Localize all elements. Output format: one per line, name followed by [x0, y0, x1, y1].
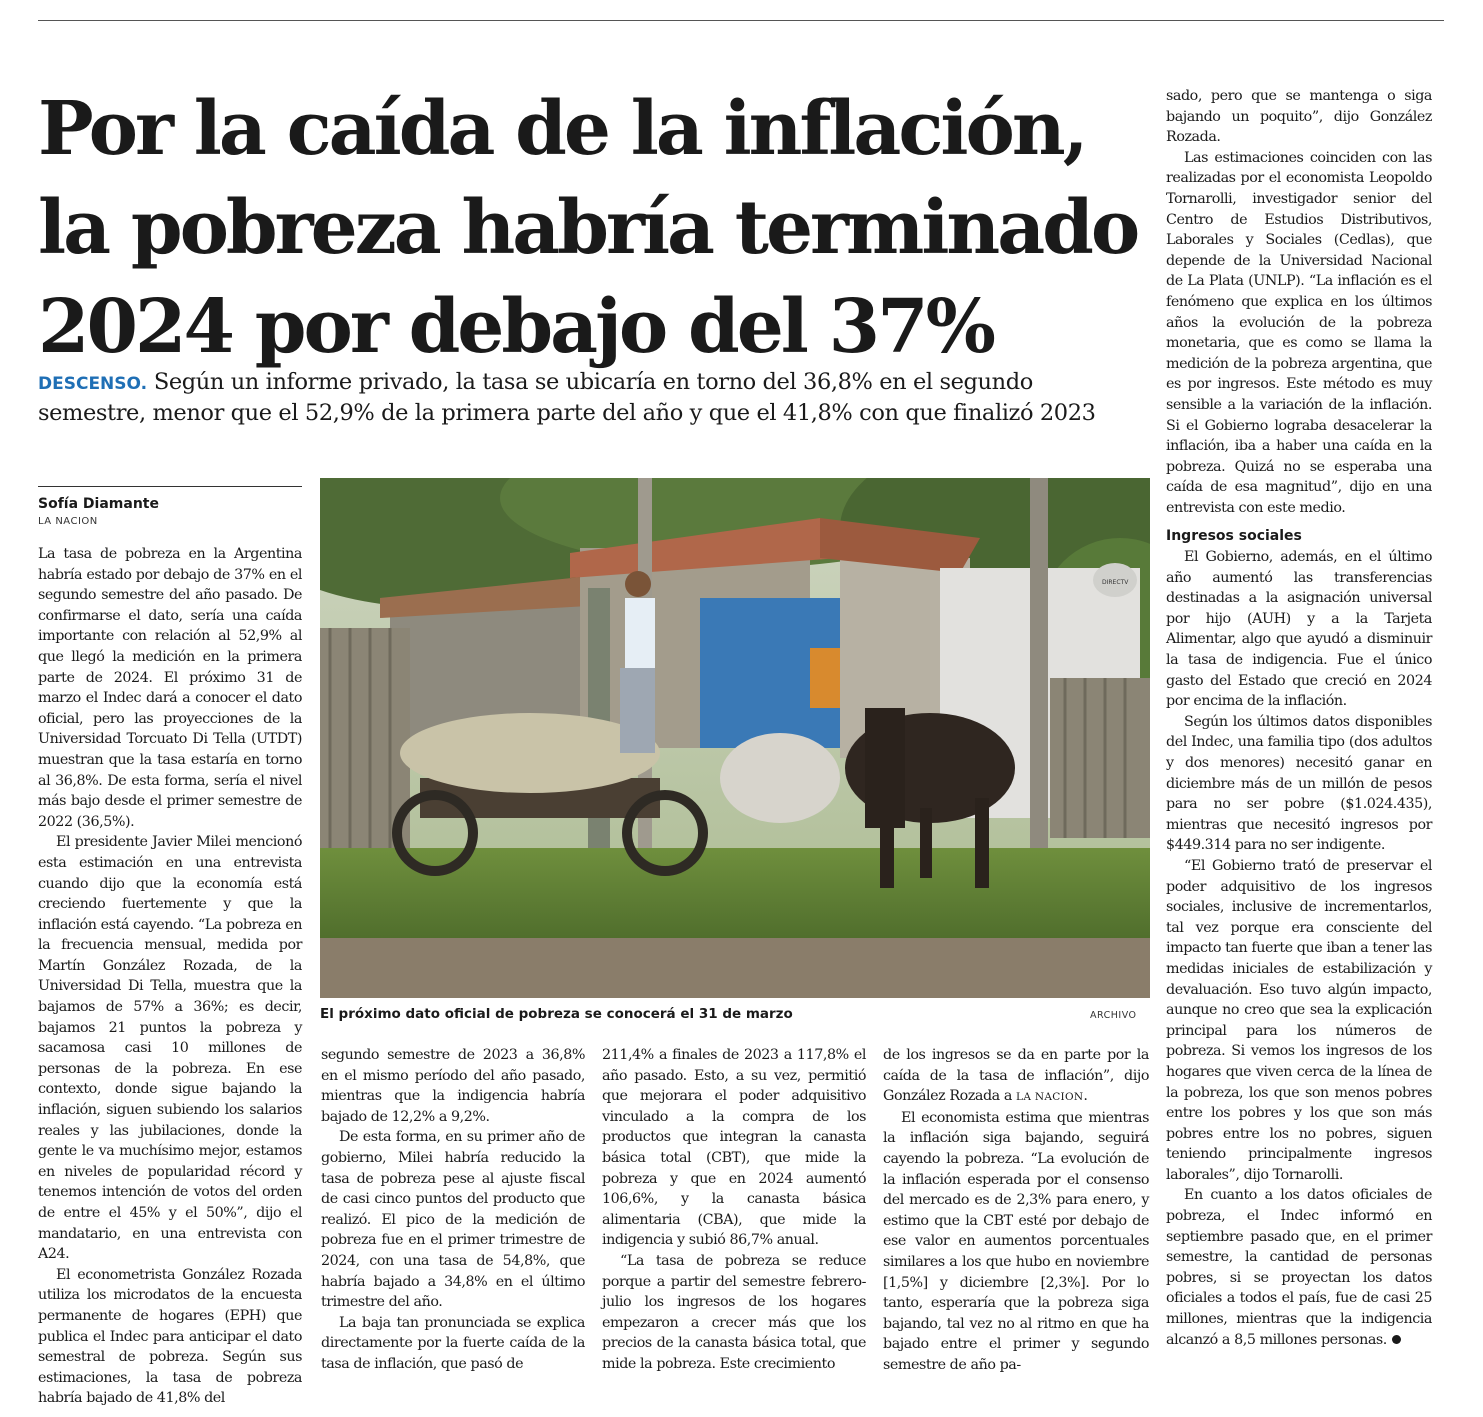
headline-line-3: 2024 por debajo del 37% — [38, 284, 993, 370]
paragraph: De esta forma, en su primer año de gobierno, Milei habría reducido la tasa de pobreza pese al ajuste fiscal de casi cinco puntos del producto que realizó. El pico de la medición de pobreza fue en el primer trimestre de 2024, con una tasa de 54,8%, que habría bajado a 34,8% en el último trimestre del año. — [321, 1129, 585, 1311]
paragraph: La baja tan pronunciada se explica directamente por la fuerte caída de la tasa de inflación, que pasó de — [321, 1314, 585, 1372]
sign-text: DIRECTV — [1102, 579, 1129, 586]
article-column-3 — [602, 1045, 866, 1375]
paragraph: “La tasa de pobreza se reduce porque a partir del semestre febrero-julio los ingresos de los hogares empezaron a crecer más que los precios de la canasta básica total, que mide la pobreza. Este crecimiento — [602, 1252, 866, 1372]
byline-outlet: LA NACION — [38, 516, 98, 527]
outlet-name: LA NACION — [1016, 1091, 1084, 1104]
paragraph: El econometrista González Rozada utiliza los microdatos de la encuesta permanente de hogares (EPH) que publica el Indec para anticipar el dato semestral de pobreza. Según sus estimaciones, la tasa de pobreza habría bajado de 41,8% del — [38, 1266, 302, 1407]
headline-line-2: la pobreza habría terminado — [38, 185, 1138, 271]
paragraph-end: . — [1083, 1088, 1088, 1105]
headline-line-1: Por la caída de la inflación, — [38, 86, 1086, 172]
paragraph: Según los últimos datos disponibles del Indec, una familia tipo (dos adultos y dos menores) necesitó ganar en diciembre más de un millón de pesos para no ser pobre ($1.024.435), mientras que necesitó ingresos por $449.314 para no ser indigente. — [1166, 713, 1432, 854]
photo-caption: El próximo dato oficial de pobreza se conocerá el 31 de marzo — [320, 1006, 793, 1022]
photo-illustration — [320, 478, 1150, 998]
photo-credit: ARCHIVO — [1090, 1010, 1137, 1021]
byline-author: Sofía Diamante — [38, 496, 159, 512]
article-column-2 — [321, 1045, 585, 1375]
article-column-5 — [1166, 86, 1432, 1350]
top-rule — [38, 20, 1444, 21]
paragraph: El presidente Javier Milei mencionó esta estimación en una entrevista cuando dijo que la economía está creciendo fuertemente y que la inflación está cayendo. “La pobreza en la frecuencia mensual, medida por Martín González Rozada, de la Universidad Di Tella, muestra que la bajamos de 57% a 36%; es decir, bajamos 21 puntos la pobreza y sacamosa casi 10 millones de personas de la pobreza. En ese contexto, donde sigue bajando la inflación, siguen subiendo los salarios reales y las jubilaciones, donde la gente le va muchísimo mejor, estamos en niveles de popularidad récord y tenemos intención de votos del orden de entre el 45% y el 50%”, dijo el mandatario, en una entrevista con A24. — [38, 834, 302, 1263]
subhead-line-1-text: Según un informe privado, la tasa se ubicaría en torno del 36,8% en el segundo — [153, 369, 1033, 395]
paragraph: El economista estima que mientras la inflación siga bajando, seguirá cayendo la pobreza. “La evolución de la inflación esperada por el consenso del mercado es de 2,3% para enero, y estimo que la CBT esté por debajo de ese valor en aumentos porcentuales similares a los que hubo en noviembre [1,5%] y diciembre [2,3%]. Por lo tanto, esperaría que la pobreza siga bajando, tal vez no al ritmo en que ha bajado entre el primer y segundo semestre de año pa- — [883, 1109, 1149, 1373]
subhead — [38, 368, 1163, 428]
paragraph: “El Gobierno trató de preservar el poder adquisitivo de los ingresos sociales, inclusive de incrementarlos, tal vez porque era consciente del impacto tan fuerte que iban a tener las medidas iniciales de estabilización y devaluación. Eso tuvo algún impacto, aunque no creo que sea la explicación principal para los números de pobreza. Si vemos los ingresos de los hogares que viven cerca de la línea de la pobreza, los que son menos pobres entre los pobres y los que son más pobres entre los no pobres, siguen teniendo principalmente ingresos laborales”, dijo Tornarolli. — [1166, 857, 1432, 1183]
paragraph-text: En cuanto a los datos oficiales de pobreza, el Indec informó en septiembre pasado que, en el primer semestre, la cantidad de personas pobres, si se proyectan los datos oficiales a todos el país, fue de casi 25 millones, mientras que la indigencia alcanzó a 8,5 millones personas. — [1166, 1187, 1432, 1348]
paragraph: Las estimaciones coinciden con las realizadas por el economista Leopoldo Tornarolli, investigador senior del Centro de Estudios Distributivos, Laborales y Sociales (Cedlas), que depende de la Universidad Nacional de La Plata (UNLP). “La inflación es el fenómeno que explica en los últimos años la evolución de la pobreza monetaria, que es como se llama la medición de la pobreza argentina, que es por ingresos. Este método es muy sensible a la variación de la inflación. Si el Gobierno lograba desacelerar la inflación, iba a haber una caída en la pobreza. Quizá no se esperaba una caída de esa magnitud”, dijo en una entrevista con este medio. — [1166, 149, 1432, 516]
paragraph: segundo semestre de 2023 a 36,8% en el mismo período del año pasado, mientras que la indigencia habría bajado de 12,2% a 9,2%. — [321, 1047, 585, 1125]
subhead-line-2: semestre, menor que el 52,9% de la primera parte del año y que el 41,8% con que finalizó 2023 — [38, 400, 1096, 426]
paragraph: sado, pero que se mantenga o siga bajando un poquito”, dijo González Rozada. — [1166, 88, 1432, 146]
subhead-kicker: DESCENSO. — [38, 374, 148, 394]
article-column-1 — [38, 544, 302, 1409]
byline-rule — [38, 486, 302, 487]
paragraph-text: de los ingresos se da en parte por la caída de la tasa de inflación”, dijo González Rozada a — [883, 1047, 1149, 1105]
section-subheading: Ingresos sociales — [1166, 528, 1302, 545]
paragraph-final — [1166, 1185, 1432, 1350]
subhead-line-1 — [38, 368, 1163, 399]
end-mark-icon — [1392, 1335, 1401, 1344]
paragraph: El Gobierno, además, en el último año aumentó las transferencias destinadas a la asignación universal por hijo (AUH) y a la Tarjeta Alimentar, algo que ayudó a disminuir la tasa de indigencia. Fue el único gasto del Estado que creció en 2024 por encima de la inflación. — [1166, 549, 1432, 710]
paragraph — [883, 1045, 1149, 1108]
article-column-4 — [883, 1045, 1149, 1376]
paragraph: La tasa de pobreza en la Argentina habría estado por debajo de 37% en el segundo semestre del año pasado. De confirmarse el dato, sería una caída importante con relación al 52,9% al que llegó la medición en la primera parte de 2024. El próximo 31 de marzo el Indec dará a conocer el dato oficial, pero las proyecciones de la Universidad Torcuato Di Tella (UTDT) muestran que la tasa estaría en torno al 36,8%. De esta forma, sería el nivel más bajo desde el primer semestre de 2022 (36,5%). — [38, 546, 302, 830]
paragraph: 211,4% a finales de 2023 a 117,8% el año pasado. Esto, a su vez, permitió que mejorara el poder adquisitivo vinculado a la compra de los productos que integran la canasta básica total (CBT), que mide la pobreza y que en 2024 aumentó 106,6%, y la canasta básica alimentaria (CBA), que mide la indigencia y subió 86,7% anual. — [602, 1047, 866, 1249]
headline — [38, 80, 1158, 377]
article-photo — [320, 478, 1150, 998]
